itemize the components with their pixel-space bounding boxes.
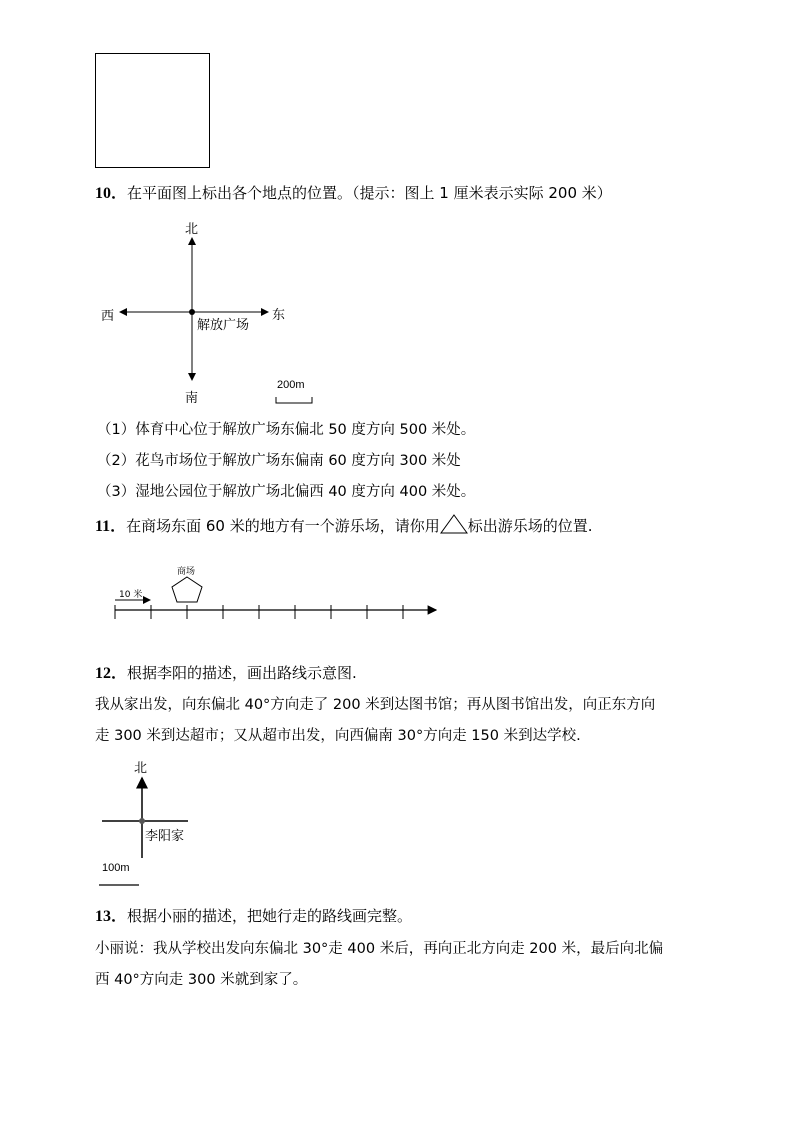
q10-number: 10．	[95, 185, 128, 202]
q13-title	[95, 903, 412, 926]
q12-desc-line-1: 我从家出发，向东偏北 40°方向走了 200 米到达图书馆；再从图书馆出发，向正东方向	[95, 697, 656, 713]
q10-item-3: （3）湿地公园位于解放广场北偏西 40 度方向 400 米处。	[97, 484, 476, 500]
q10-north-label: 北	[185, 222, 199, 237]
q12-text: 根据李阳的描述，画出路线示意图.	[127, 664, 357, 682]
q10-east-label: 东	[272, 308, 286, 323]
q12-scale-label: 100m	[102, 862, 130, 874]
q13-text: 根据小丽的描述，把她行走的路线画完整。	[127, 907, 413, 925]
q12-home-label: 李阳家	[145, 829, 185, 844]
q12-north-label: 北	[134, 761, 148, 776]
q11-text-after: 标出游乐场的位置.	[467, 517, 593, 535]
q11-mall-label: 商场	[177, 567, 196, 577]
q13-number: 13．	[95, 908, 128, 925]
q11-scale-label: 10 米	[119, 590, 143, 600]
q10-center-label: 解放广场	[197, 318, 250, 333]
q12-desc-line-2: 走 300 米到达超市；又从超市出发，向西偏南 30°方向走 150 米到达学校.	[95, 728, 581, 744]
q11-number: 11．	[95, 518, 127, 535]
q12-number: 12．	[95, 665, 128, 682]
q11-text-before: 在商场东面 60 米的地方有一个游乐场，请你用	[126, 517, 440, 535]
q13-desc-line-2: 西 40°方向走 300 米就到家了。	[95, 972, 308, 988]
q10-item-1: （1）体育中心位于解放广场东偏北 50 度方向 500 米处。	[97, 422, 476, 438]
q10-text: 在平面图上标出各个地点的位置。（提示：图上 1 厘米表示实际 200 米）	[127, 184, 612, 202]
q10-south-label: 南	[185, 391, 199, 406]
q10-scale-label: 200m	[277, 379, 305, 391]
q13-desc-line-1: 小丽说：我从学校出发向东偏北 30°走 400 米后，再向正北方向走 200 米，最后向北偏	[95, 941, 664, 957]
q10-item-2: （2）花鸟市场位于解放广场东偏南 60 度方向 300 米处	[97, 453, 461, 469]
q10-west-label: 西	[101, 309, 115, 324]
q12-home-dot	[139, 818, 145, 824]
